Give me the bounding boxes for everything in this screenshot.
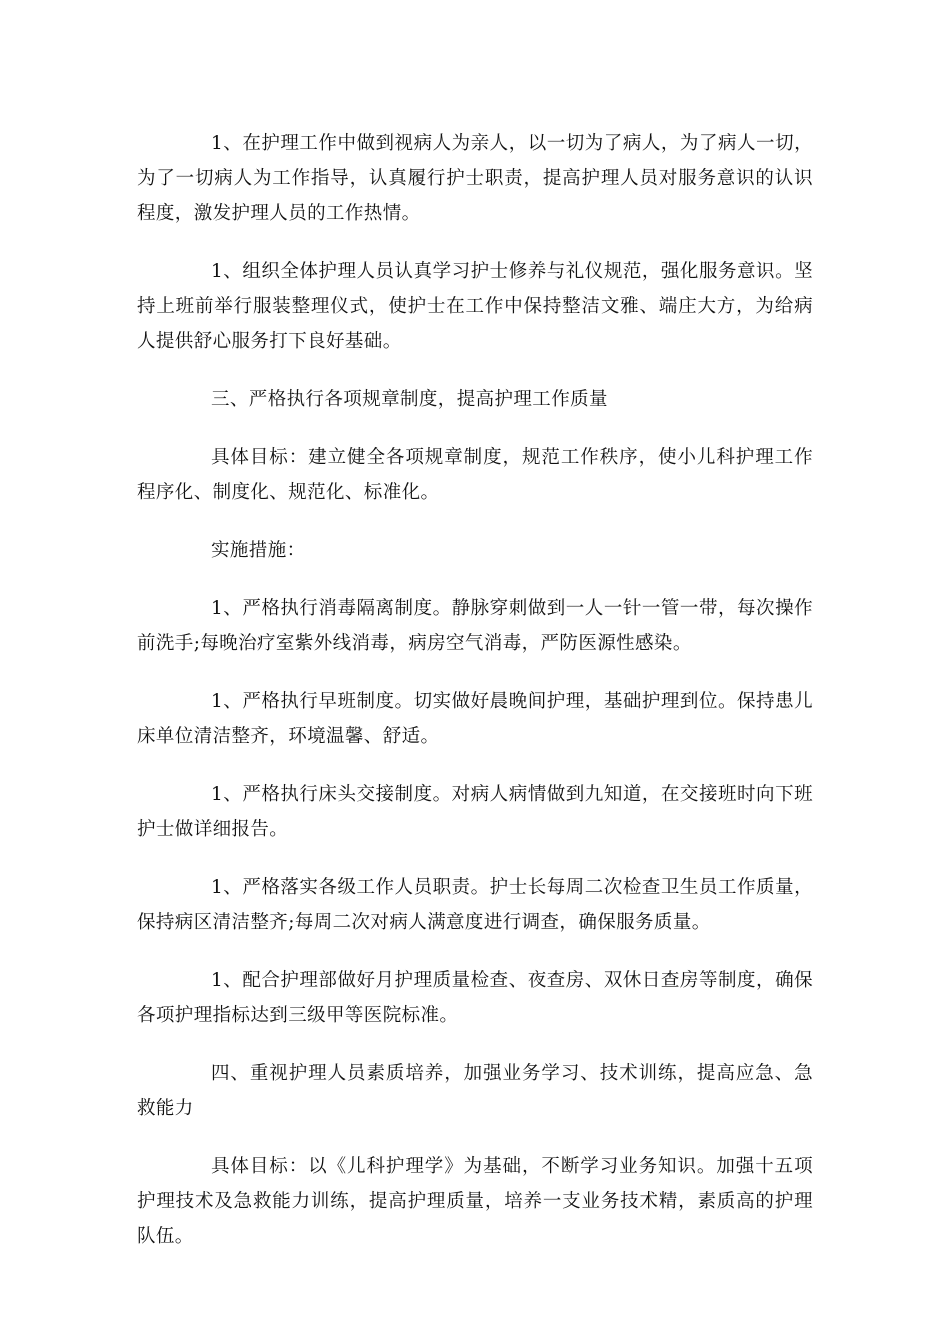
paragraph-etiquette-training: 1、组织全体护理人员认真学习护士修养与礼仪规范，强化服务意识。坚持上班前举行服装整理仪式，使护士在工作中保持整洁文雅、端庄大方，为给病人提供舒心服务打下良好基础。 [137,261,813,352]
paragraph-staff-duties: 1、严格落实各级工作人员职责。护士长每周二次检查卫生员工作质量，保持病区清洁整齐;每周二次对病人满意度进行调查，确保服务质量。 [137,877,813,933]
paragraph-training-goal: 具体目标：以《儿科护理学》为基础，不断学习业务知识。加强十五项护理技术及急救能力训练，提高护理质量，培养一支业务技术精，素质高的护理队伍。 [137,1156,813,1247]
paragraph-rules-goal: 具体目标：建立健全各项规章制度，规范工作秩序，使小儿科护理工作程序化、制度化、规范化、标准化。 [137,447,813,503]
document-body [137,126,813,1277]
section-heading-training: 四、重视护理人员素质培养，加强业务学习、技术训练，提高应急、急救能力 [137,1063,813,1119]
paragraph-bedside-handover: 1、严格执行床头交接制度。对病人病情做到九知道，在交接班时向下班护士做详细报告。 [137,784,813,840]
paragraph-service-attitude: 1、在护理工作中做到视病人为亲人，以一切为了病人，为了病人一切，为了一切病人为工作指导，认真履行护士职责，提高护理人员对服务意识的认识程度，激发护理人员的工作热情。 [137,133,813,224]
section-heading-rules: 三、严格执行各项规章制度，提高护理工作质量 [211,389,608,410]
paragraph-disinfection: 1、严格执行消毒隔离制度。静脉穿刺做到一人一针一管一带，每次操作前洗手;每晚治疗室紫外线消毒，病房空气消毒，严防医源性感染。 [137,598,813,654]
paragraph-quality-checks: 1、配合护理部做好月护理质量检查、夜查房、双休日查房等制度，确保各项护理指标达到三级甲等医院标准。 [137,970,813,1026]
paragraph-measures-label: 实施措施： [211,540,306,561]
paragraph-morning-shift: 1、严格执行早班制度。切实做好晨晚间护理，基础护理到位。保持患儿床单位清洁整齐，环境温馨、舒适。 [137,691,813,747]
